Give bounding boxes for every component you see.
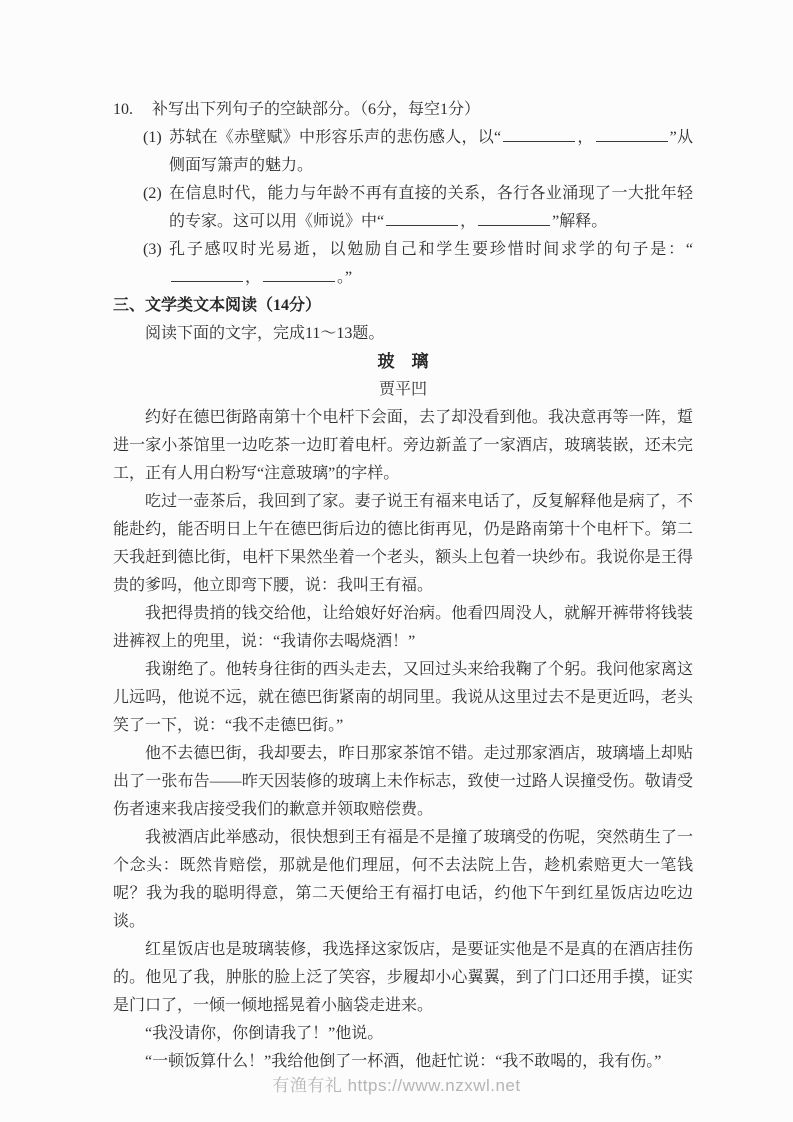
question-10-number: 10. xyxy=(113,101,133,118)
answer-blank xyxy=(596,126,668,142)
item-3-text xyxy=(169,236,693,292)
passage-paragraph: 他不去德巴街，我却要去，昨日那家茶馆不错。走过那家酒店，玻璃墙上却贴出了一张布告——昨天因装修的玻璃上未作标志，致使一过路人误撞受伤。敬请受伤者速来我店接受我们的歉意并领取赔偿费。 xyxy=(113,745,693,818)
item-3-pre: 孔子感叹时光易逝，以勉励自己和学生要珍惜时间求学的句子是：“ xyxy=(169,241,693,258)
item-3-number: (3) xyxy=(143,241,162,258)
item-2-post: ”解释。 xyxy=(552,213,608,230)
answer-blank xyxy=(386,210,458,226)
watermark-footer: 有渔有礼 https://www.nzxwl.net xyxy=(272,1076,521,1095)
item-1-text xyxy=(169,124,693,180)
item-2-text xyxy=(169,180,693,236)
passage-author: 贾平凹 xyxy=(378,381,427,398)
answer-blank xyxy=(171,266,243,282)
item-1-pre: 苏轼在《赤壁赋》中形容乐声的悲伤感人，以“ xyxy=(169,129,502,146)
passage-paragraph: 红星饭店也是玻璃装修，我选择这家饭店，是要证实他是不是真的在酒店挂伤的。他见了我，肿胀的脸上泛了笑容，步履却小心翼翼，到了门口还用手摸，证实是门口了，一倾一倾地摇晃着小脑袋走进来。 xyxy=(113,941,693,1014)
question-10-stem: 补写出下列句子的空缺部分。（6分，每空1分） xyxy=(152,101,481,118)
question-10-item-3 xyxy=(143,236,693,292)
passage-paragraph: “一顿饭算什么！”我给他倒了一杯酒，他赶忙说：“我不敢喝的，我有伤。” xyxy=(145,1053,662,1070)
passage-paragraph: 吃过一壶茶后，我回到了家。妻子说王有福来电话了，反复解释他是病了，不能赴约，能否明日上午在德巴街后边的德比街再见，仍是路南第十个电杆下。第二天我赶到德比街，电杆下果然坐着一个老头，额头上包着一块纱布。我说你是王得贵的爹吗，他立即弯下腰，说：我叫王有福。 xyxy=(113,493,693,594)
item-3-post: 。” xyxy=(337,269,353,286)
passage-paragraph: “我没请你，你倒请我了！”他说。 xyxy=(145,1025,384,1042)
question-10-item-2 xyxy=(143,180,693,236)
question-10-item-1 xyxy=(143,124,693,180)
passage-paragraph: 约好在德巴街路南第十个电杆下会面，去了却没看到他。我决意再等一阵，踅进一家小茶馆里一边吃茶一边盯着电杆。旁边新盖了一家酒店，玻璃装嵌，还未完工，正有人用白粉写“注意玻璃”的字样。 xyxy=(113,409,693,482)
passage-paragraph: 我谢绝了。他转身往街的西头走去，又回过头来给我鞠了个躬。我问他家离这儿远吗，他说不远，就在德巴街紧南的胡同里。我说从这里过去不是更近吗，老头笑了一下，说：“我不走德巴街。” xyxy=(113,661,693,734)
question-10 xyxy=(113,96,693,124)
item-1-number: (1) xyxy=(143,129,162,146)
item-1-post: ”从侧面写箫声的魅力。 xyxy=(169,129,693,174)
item-2-number: (2) xyxy=(143,185,162,202)
answer-blank xyxy=(478,210,550,226)
item-3-separator: ， xyxy=(245,269,262,286)
item-1-separator: ， xyxy=(577,129,594,146)
answer-blank xyxy=(263,266,335,282)
answer-blank xyxy=(503,126,575,142)
section-heading: 三、文学类文本阅读（14分） xyxy=(113,297,322,314)
passage-paragraph: 我把得贵捎的钱交给他，让给娘好好治病。他看四周没人，就解开裤带将钱装进裤衩上的兜里，说：“我请你去喝烧酒！” xyxy=(113,605,693,650)
reading-instruction: 阅读下面的文字，完成11～13题。 xyxy=(145,325,385,342)
passage-title: 玻 璃 xyxy=(377,352,429,371)
item-2-separator: ， xyxy=(460,213,477,230)
item-2-pre: 在信息时代，能力与年龄不再有直接的关系，各行各业涌现了一大批年轻的专家。这可以用《师说》中“ xyxy=(169,185,693,230)
passage-paragraph: 我被酒店此举感动，很快想到王有福是不是撞了玻璃受的伤呢，突然萌生了一个念头：既然肯赔偿，那就是他们理屈，何不去法院上告，趁机索赔更大一笔钱呢？我为我的聪明得意，第二天便给王有福打电话，约他下午到红星饭店边吃边谈。 xyxy=(113,829,693,930)
